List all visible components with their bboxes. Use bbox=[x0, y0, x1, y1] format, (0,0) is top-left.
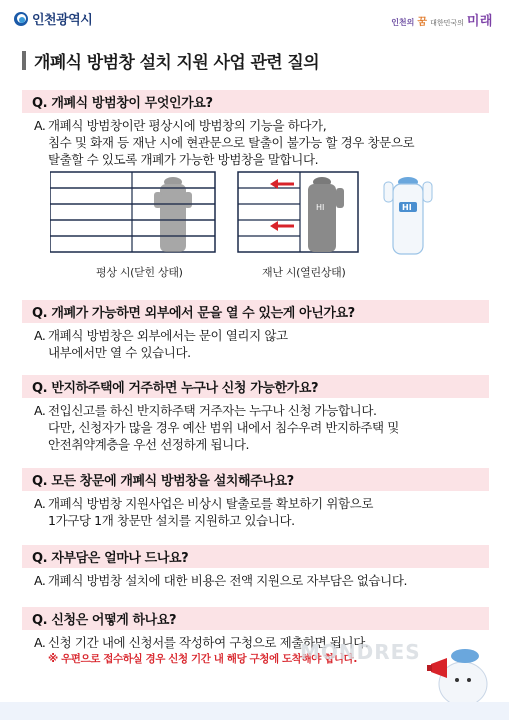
answer-line: 1가구당 1개 창문만 설치를 지원하고 있습니다. bbox=[48, 513, 295, 528]
slogan-part2: 꿈 bbox=[417, 17, 428, 28]
header bbox=[0, 0, 509, 34]
svg-text:HI: HI bbox=[316, 203, 325, 212]
answer-prefix: A. bbox=[34, 118, 46, 133]
logo-text: 인천광역시 bbox=[32, 13, 93, 28]
answer-3 bbox=[34, 402, 399, 453]
caption-closed: 평상 시(닫힌 상태) bbox=[96, 266, 183, 279]
answer-line: 개폐식 방범창 설치에 대한 비용은 전액 지원으로 자부담은 없습니다. bbox=[48, 573, 408, 588]
answer-line: 안전취약계층을 우선 선정하게 됩니다. bbox=[48, 437, 250, 452]
answer-1 bbox=[34, 117, 414, 168]
answer-prefix: A. bbox=[34, 328, 46, 343]
open-window bbox=[238, 172, 432, 254]
slogan-part4: 미래 bbox=[466, 14, 493, 29]
answer-line: 다만, 신청자가 많을 경우 예산 범위 내에서 침수우려 반지하주택 및 bbox=[48, 420, 399, 435]
answer-prefix: A. bbox=[34, 635, 46, 650]
answer-line: 탈출할 수 있도록 개폐가 가능한 방범창을 말합니다. bbox=[48, 152, 319, 167]
answer-line: 개폐식 방범창은 외부에서는 문이 열리지 않고 bbox=[48, 328, 288, 343]
answer-line: 침수 및 화재 등 재난 시에 현관문으로 탈출이 불가능 할 경우 창문으로 bbox=[48, 135, 415, 150]
answer-2 bbox=[34, 327, 288, 361]
question-6: Q. 신청은 어떻게 하나요? bbox=[22, 607, 489, 630]
answer-line: 개폐식 방범창 지원사업은 비상시 탈출로를 확보하기 위함으로 bbox=[48, 496, 373, 511]
page-title: 개폐식 방범창 설치 지원 사업 관련 질의 bbox=[34, 53, 320, 73]
slogan bbox=[391, 10, 493, 29]
mascot-label: HI bbox=[402, 203, 412, 212]
question-5: Q. 자부담은 얼마나 드나요? bbox=[22, 545, 489, 568]
incheon-logo-icon bbox=[14, 12, 28, 26]
answer-prefix: A. bbox=[34, 403, 46, 418]
closed-window bbox=[50, 172, 215, 252]
answer-prefix: A. bbox=[34, 573, 46, 588]
footer-band bbox=[0, 702, 509, 720]
mascot-icon bbox=[384, 177, 432, 254]
question-2: Q. 개폐가 가능하면 외부에서 문을 열 수 있는게 아닌가요? bbox=[22, 300, 489, 323]
question-3: Q. 반지하주택에 거주하면 누구나 신청 가능한가요? bbox=[22, 375, 489, 398]
title-accent-bar bbox=[22, 51, 26, 70]
incheon-logo bbox=[14, 9, 92, 28]
caption-open: 재난 시(열린상태) bbox=[262, 266, 346, 279]
slogan-part3: 대한민국의 bbox=[430, 19, 464, 27]
question-4: Q. 모든 창문에 개폐식 방범창을 설치해주나요? bbox=[22, 468, 489, 491]
page-title-row bbox=[22, 48, 319, 73]
answer-note: ※ 우편으로 접수하실 경우 신청 기간 내 해당 구청에 도착해야 합니다. bbox=[48, 653, 358, 665]
answer-line: 전입신고를 하신 반지하주택 거주자는 누구나 신청 가능합니다. bbox=[48, 403, 377, 418]
question-1: Q. 개폐식 방범창이 무엇인가요? bbox=[22, 90, 489, 113]
answer-prefix: A. bbox=[34, 496, 46, 511]
watermark: MONDRES bbox=[300, 640, 421, 664]
answer-4 bbox=[34, 495, 373, 529]
slogan-part1: 인천의 bbox=[391, 18, 415, 27]
answer-line: 신청 기간 내에 신청서를 작성하여 구청으로 제출하면 됩니다. bbox=[48, 635, 369, 650]
answer-line: 개폐식 방범창이란 평상시에 방범창의 기능을 하다가, bbox=[48, 118, 327, 133]
answer-5 bbox=[34, 572, 407, 589]
answer-line: 내부에서만 열 수 있습니다. bbox=[48, 345, 191, 360]
